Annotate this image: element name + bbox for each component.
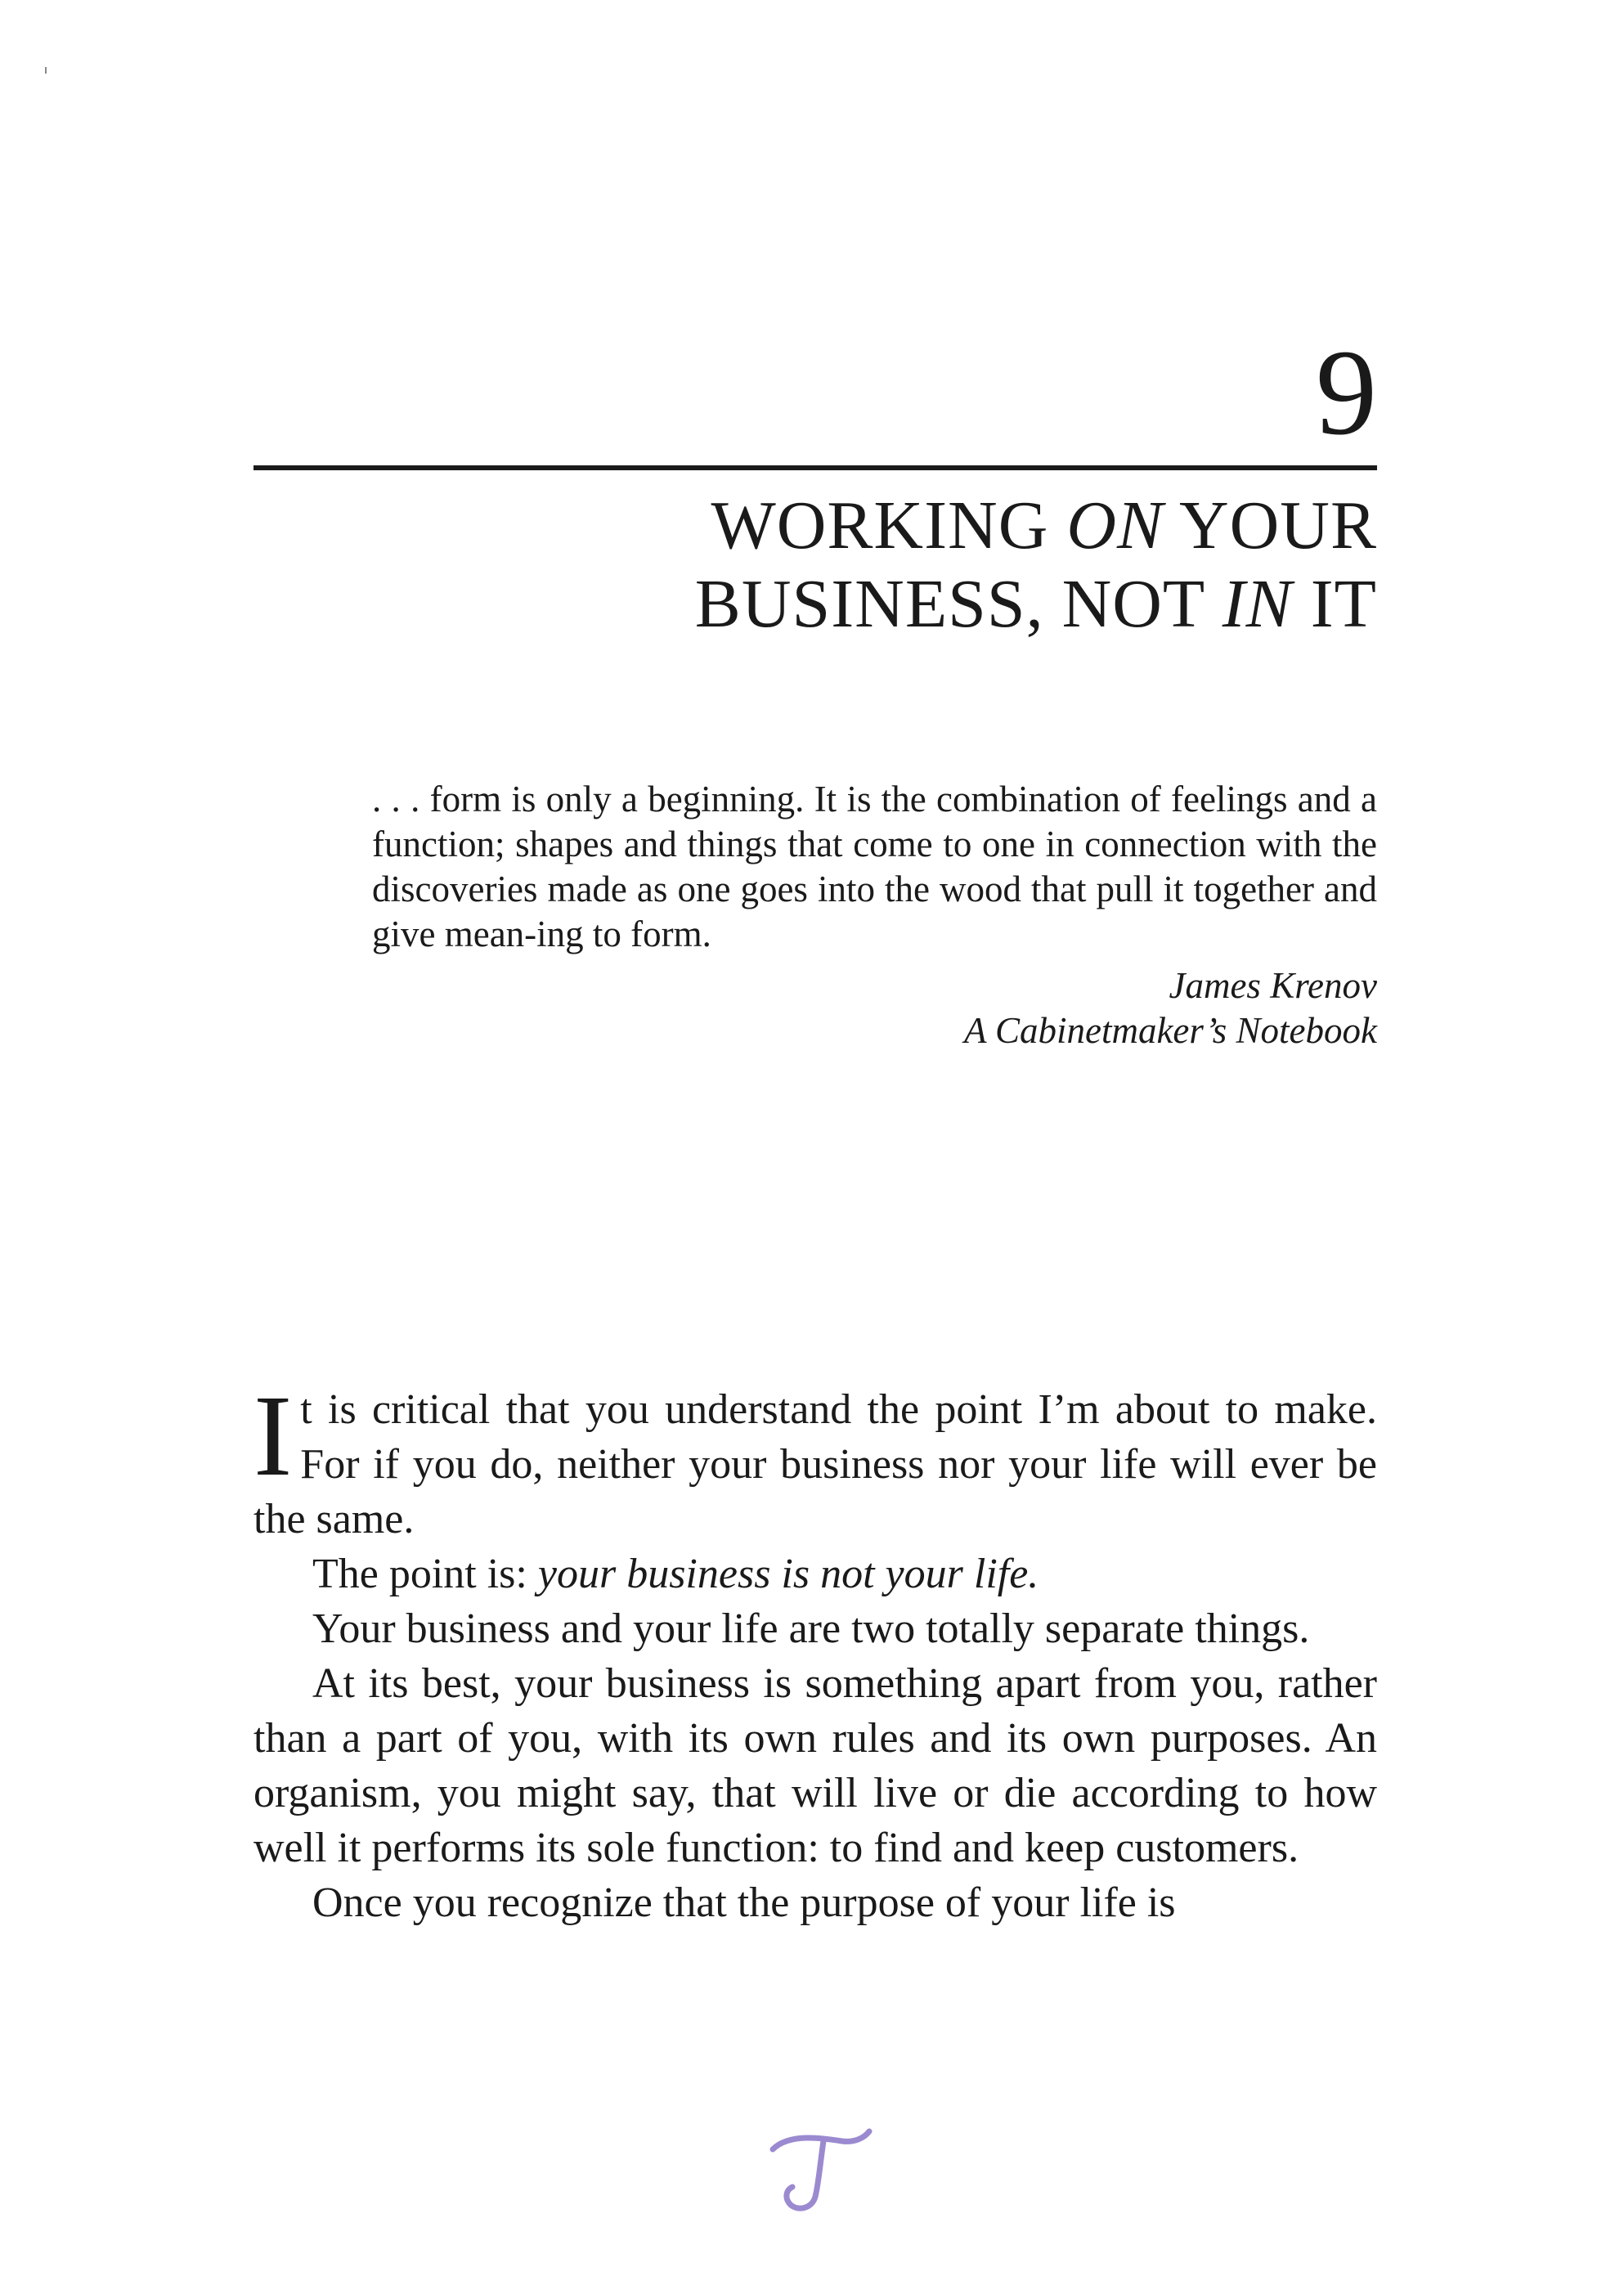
scan-mark: [45, 67, 47, 74]
chapter-number: 9: [1316, 325, 1377, 460]
paragraph-1-text: t is critical that you understand the point I’m about to make. For if you do, neither your business nor your life will ever be the same.: [253, 1386, 1377, 1542]
chapter-divider: [253, 465, 1377, 470]
epigraph-source: A Cabinetmaker’s Notebook: [964, 1010, 1377, 1051]
chapter-title: [232, 487, 1377, 644]
chapter-title-part1: WORKING: [711, 487, 1067, 564]
paragraph-2: [253, 1547, 1377, 1601]
epigraph-author: James Krenov: [1169, 965, 1377, 1006]
paragraph-2-emphasis: your business is not your life.: [537, 1551, 1039, 1597]
chapter-title-part4: IT: [1292, 566, 1377, 642]
paragraph-2-lead: The point is:: [312, 1551, 538, 1597]
script-t-logo-icon: [765, 2126, 879, 2216]
epigraph-quote: . . . form is only a beginning. It is the combination of feelings and a function; shapes and things that come to one in connection with the discoveries made as one goes into the wood that pull it together and give mean-ing to form.: [372, 779, 1377, 954]
drop-cap: I: [253, 1371, 293, 1500]
chapter-body: [253, 1371, 1377, 1930]
epigraph: [372, 777, 1377, 1053]
chapter-title-part2: YOUR: [1164, 487, 1377, 564]
chapter-title-emphasis-on: ON: [1066, 487, 1164, 564]
paragraph-1: [253, 1371, 1377, 1547]
paragraph-5: Once you recognize that the purpose of your life is: [312, 1879, 1176, 1926]
logo-stroke-stem: [787, 2141, 823, 2208]
chapter-title-part3: BUSINESS, NOT: [694, 566, 1222, 642]
paragraph-3: Your business and your life are two totally separate things.: [312, 1605, 1310, 1652]
chapter-title-emphasis-in: IN: [1222, 566, 1293, 642]
paragraph-4: At its best, your business is something apart from you, rather than a part of you, with its own rules and its own purposes. An organism, you might say, that will live or die according to how well it performs its sole function: to find and keep customers.: [253, 1660, 1377, 1871]
